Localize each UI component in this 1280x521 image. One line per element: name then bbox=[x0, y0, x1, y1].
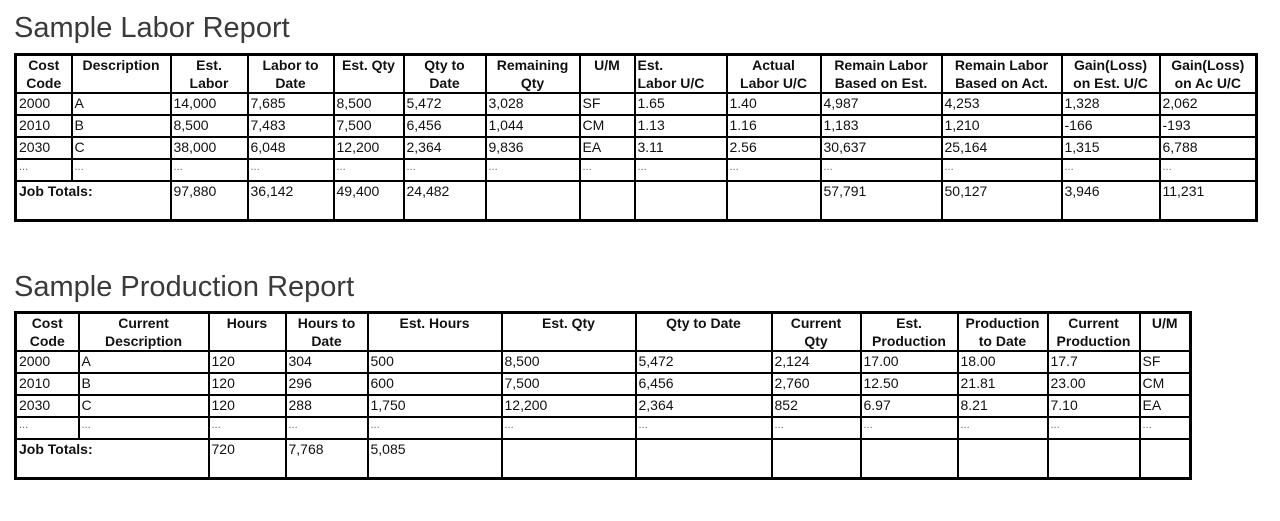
cell: 8,500 bbox=[502, 351, 636, 373]
prod-header-current-production: Current Production bbox=[1048, 313, 1140, 352]
cell: 17.00 bbox=[861, 351, 958, 373]
cell: -193 bbox=[1160, 115, 1257, 137]
cell: 6,788 bbox=[1160, 137, 1257, 159]
cell: C bbox=[79, 395, 209, 417]
cell: 2030 bbox=[16, 395, 79, 417]
labor-report-title: Sample Labor Report bbox=[14, 12, 290, 44]
cell: CM bbox=[1140, 373, 1191, 395]
labor-header-remain-labor-est: Remain Labor Based on Est. bbox=[821, 55, 942, 94]
cell: 1.13 bbox=[635, 115, 727, 137]
labor-header-gain-loss-est: Gain(Loss) on Est. U/C bbox=[1062, 55, 1160, 94]
cell: 23.00 bbox=[1048, 373, 1140, 395]
cell: SF bbox=[580, 93, 635, 115]
cell: 600 bbox=[368, 373, 502, 395]
cell: 3,028 bbox=[486, 93, 580, 115]
table-row bbox=[16, 351, 1191, 373]
cell: 7,483 bbox=[248, 115, 334, 137]
cell: 500 bbox=[368, 351, 502, 373]
cell: 2010 bbox=[16, 115, 72, 137]
cell: CM bbox=[580, 115, 635, 137]
cell: 2,124 bbox=[772, 351, 861, 373]
labor-header-est-labor-uc: Est. Labor U/C bbox=[635, 55, 727, 94]
ellipsis-cell: ... bbox=[942, 159, 1062, 181]
production-report-table bbox=[14, 311, 1192, 480]
prod-header-hours: Hours bbox=[209, 313, 286, 352]
cell: 2,364 bbox=[636, 395, 772, 417]
cell: 30,637 bbox=[821, 137, 942, 159]
ellipsis-cell: ... bbox=[16, 159, 72, 181]
ellipsis-cell: ... bbox=[502, 417, 636, 439]
cell: 120 bbox=[209, 351, 286, 373]
cell: 8,500 bbox=[334, 93, 404, 115]
ellipsis-cell: ... bbox=[636, 417, 772, 439]
cell: 2,760 bbox=[772, 373, 861, 395]
ellipsis-cell: ... bbox=[727, 159, 821, 181]
total-est-production bbox=[861, 439, 958, 479]
total-est-labor-uc bbox=[635, 181, 727, 221]
totals-row bbox=[16, 181, 1257, 221]
cell: 14,000 bbox=[171, 93, 248, 115]
ellipsis-cell: ... bbox=[486, 159, 580, 181]
cell: C bbox=[72, 137, 171, 159]
ellipsis-cell: ... bbox=[72, 159, 171, 181]
ellipsis-cell: ... bbox=[209, 417, 286, 439]
cell: 5,472 bbox=[636, 351, 772, 373]
total-current-production bbox=[1048, 439, 1140, 479]
table-row bbox=[16, 373, 1191, 395]
cell: 3.11 bbox=[635, 137, 727, 159]
ellipsis-cell: ... bbox=[404, 159, 486, 181]
cell: 120 bbox=[209, 395, 286, 417]
cell: 2000 bbox=[16, 93, 72, 115]
table-row bbox=[16, 115, 1257, 137]
ellipsis-cell: ... bbox=[1062, 159, 1160, 181]
ellipsis-cell: ... bbox=[1048, 417, 1140, 439]
cell: 120 bbox=[209, 373, 286, 395]
cell: 7.10 bbox=[1048, 395, 1140, 417]
labor-header-labor-to-date: Labor to Date bbox=[248, 55, 334, 94]
cell: 7,500 bbox=[502, 373, 636, 395]
totals-label: Job Totals: bbox=[16, 181, 171, 221]
cell: 2,062 bbox=[1160, 93, 1257, 115]
ellipsis-cell: ... bbox=[171, 159, 248, 181]
cell: 2000 bbox=[16, 351, 79, 373]
cell: 2.56 bbox=[727, 137, 821, 159]
cell: 8.21 bbox=[958, 395, 1048, 417]
prod-header-production-to-date: Production to Date bbox=[958, 313, 1048, 352]
total-est-qty: 49,400 bbox=[334, 181, 404, 221]
total-remain-act: 50,127 bbox=[942, 181, 1062, 221]
table-row bbox=[16, 395, 1191, 417]
cell: 1,183 bbox=[821, 115, 942, 137]
cell: 25,164 bbox=[942, 137, 1062, 159]
cell: B bbox=[72, 115, 171, 137]
cell: A bbox=[72, 93, 171, 115]
total-est-labor: 97,880 bbox=[171, 181, 248, 221]
ellipsis-cell: ... bbox=[1140, 417, 1191, 439]
cell: 1,210 bbox=[942, 115, 1062, 137]
cell: 1.40 bbox=[727, 93, 821, 115]
prod-header-cost-code: Cost Code bbox=[16, 313, 79, 352]
cell: 6.97 bbox=[861, 395, 958, 417]
cell: 5,472 bbox=[404, 93, 486, 115]
ellipsis-row bbox=[16, 159, 1257, 181]
cell: SF bbox=[1140, 351, 1191, 373]
cell: 1,750 bbox=[368, 395, 502, 417]
cell: 38,000 bbox=[171, 137, 248, 159]
cell: 1,315 bbox=[1062, 137, 1160, 159]
labor-header-actual-labor-uc: Actual Labor U/C bbox=[727, 55, 821, 94]
total-hours: 720 bbox=[209, 439, 286, 479]
ellipsis-cell: ... bbox=[368, 417, 502, 439]
total-actual-labor-uc bbox=[727, 181, 821, 221]
cell: 2030 bbox=[16, 137, 72, 159]
labor-header-description: Description bbox=[72, 55, 171, 94]
totals-label: Job Totals: bbox=[16, 439, 209, 479]
ellipsis-cell: ... bbox=[16, 417, 79, 439]
totals-row bbox=[16, 439, 1191, 479]
cell: EA bbox=[580, 137, 635, 159]
ellipsis-cell: ... bbox=[286, 417, 368, 439]
cell: 2,364 bbox=[404, 137, 486, 159]
cell: B bbox=[79, 373, 209, 395]
cell: 8,500 bbox=[171, 115, 248, 137]
cell: 304 bbox=[286, 351, 368, 373]
total-est-hours: 5,085 bbox=[368, 439, 502, 479]
total-est-qty bbox=[502, 439, 636, 479]
cell: 6,048 bbox=[248, 137, 334, 159]
cell: 7,685 bbox=[248, 93, 334, 115]
cell: A bbox=[79, 351, 209, 373]
ellipsis-cell: ... bbox=[79, 417, 209, 439]
labor-header-um: U/M bbox=[580, 55, 635, 94]
total-gain-act: 11,231 bbox=[1160, 181, 1257, 221]
cell: 1,044 bbox=[486, 115, 580, 137]
ellipsis-cell: ... bbox=[248, 159, 334, 181]
total-hours-to-date: 7,768 bbox=[286, 439, 368, 479]
labor-report-table bbox=[14, 53, 1258, 222]
total-labor-to-date: 36,142 bbox=[248, 181, 334, 221]
total-qty-to-date: 24,482 bbox=[404, 181, 486, 221]
labor-header-cost-code: Cost Code bbox=[16, 55, 72, 94]
cell: 2010 bbox=[16, 373, 79, 395]
cell: 1.16 bbox=[727, 115, 821, 137]
total-um bbox=[1140, 439, 1191, 479]
cell: 18.00 bbox=[958, 351, 1048, 373]
prod-header-qty-to-date: Qty to Date bbox=[636, 313, 772, 352]
cell: 6,456 bbox=[404, 115, 486, 137]
total-gain-est: 3,946 bbox=[1062, 181, 1160, 221]
table-row bbox=[16, 93, 1257, 115]
prod-header-est-qty: Est. Qty bbox=[502, 313, 636, 352]
cell: 17.7 bbox=[1048, 351, 1140, 373]
ellipsis-cell: ... bbox=[958, 417, 1048, 439]
ellipsis-cell: ... bbox=[1160, 159, 1257, 181]
production-header-row bbox=[16, 313, 1191, 352]
labor-header-est-qty: Est. Qty bbox=[334, 55, 404, 94]
total-remain-est: 57,791 bbox=[821, 181, 942, 221]
labor-header-est-labor: Est. Labor bbox=[171, 55, 248, 94]
labor-header-gain-loss-act: Gain(Loss) on Ac U/C bbox=[1160, 55, 1257, 94]
cell: 12,200 bbox=[502, 395, 636, 417]
table-row bbox=[16, 137, 1257, 159]
cell: 4,253 bbox=[942, 93, 1062, 115]
cell: 9,836 bbox=[486, 137, 580, 159]
ellipsis-cell: ... bbox=[334, 159, 404, 181]
cell: 12,200 bbox=[334, 137, 404, 159]
cell: 852 bbox=[772, 395, 861, 417]
cell: 12.50 bbox=[861, 373, 958, 395]
prod-header-current-qty: Current Qty bbox=[772, 313, 861, 352]
cell: 296 bbox=[286, 373, 368, 395]
total-current-qty bbox=[772, 439, 861, 479]
labor-header-qty-to-date: Qty to Date bbox=[404, 55, 486, 94]
prod-header-um: U/M bbox=[1140, 313, 1191, 352]
prod-header-hours-to-date: Hours to Date bbox=[286, 313, 368, 352]
ellipsis-cell: ... bbox=[821, 159, 942, 181]
total-remaining-qty bbox=[486, 181, 580, 221]
cell: 288 bbox=[286, 395, 368, 417]
prod-header-current-description: Current Description bbox=[79, 313, 209, 352]
ellipsis-cell: ... bbox=[861, 417, 958, 439]
total-production-to-date bbox=[958, 439, 1048, 479]
cell: EA bbox=[1140, 395, 1191, 417]
cell: -166 bbox=[1062, 115, 1160, 137]
total-um bbox=[580, 181, 635, 221]
ellipsis-cell: ... bbox=[580, 159, 635, 181]
ellipsis-cell: ... bbox=[635, 159, 727, 181]
labor-header-remain-labor-act: Remain Labor Based on Act. bbox=[942, 55, 1062, 94]
cell: 6,456 bbox=[636, 373, 772, 395]
cell: 21.81 bbox=[958, 373, 1048, 395]
production-report-title: Sample Production Report bbox=[14, 271, 355, 303]
ellipsis-row bbox=[16, 417, 1191, 439]
total-qty-to-date bbox=[636, 439, 772, 479]
cell: 4,987 bbox=[821, 93, 942, 115]
labor-header-row bbox=[16, 55, 1257, 94]
ellipsis-cell: ... bbox=[772, 417, 861, 439]
prod-header-est-production: Est. Production bbox=[861, 313, 958, 352]
cell: 1,328 bbox=[1062, 93, 1160, 115]
cell: 7,500 bbox=[334, 115, 404, 137]
cell: 1.65 bbox=[635, 93, 727, 115]
labor-header-remaining-qty: Remaining Qty bbox=[486, 55, 580, 94]
prod-header-est-hours: Est. Hours bbox=[368, 313, 502, 352]
